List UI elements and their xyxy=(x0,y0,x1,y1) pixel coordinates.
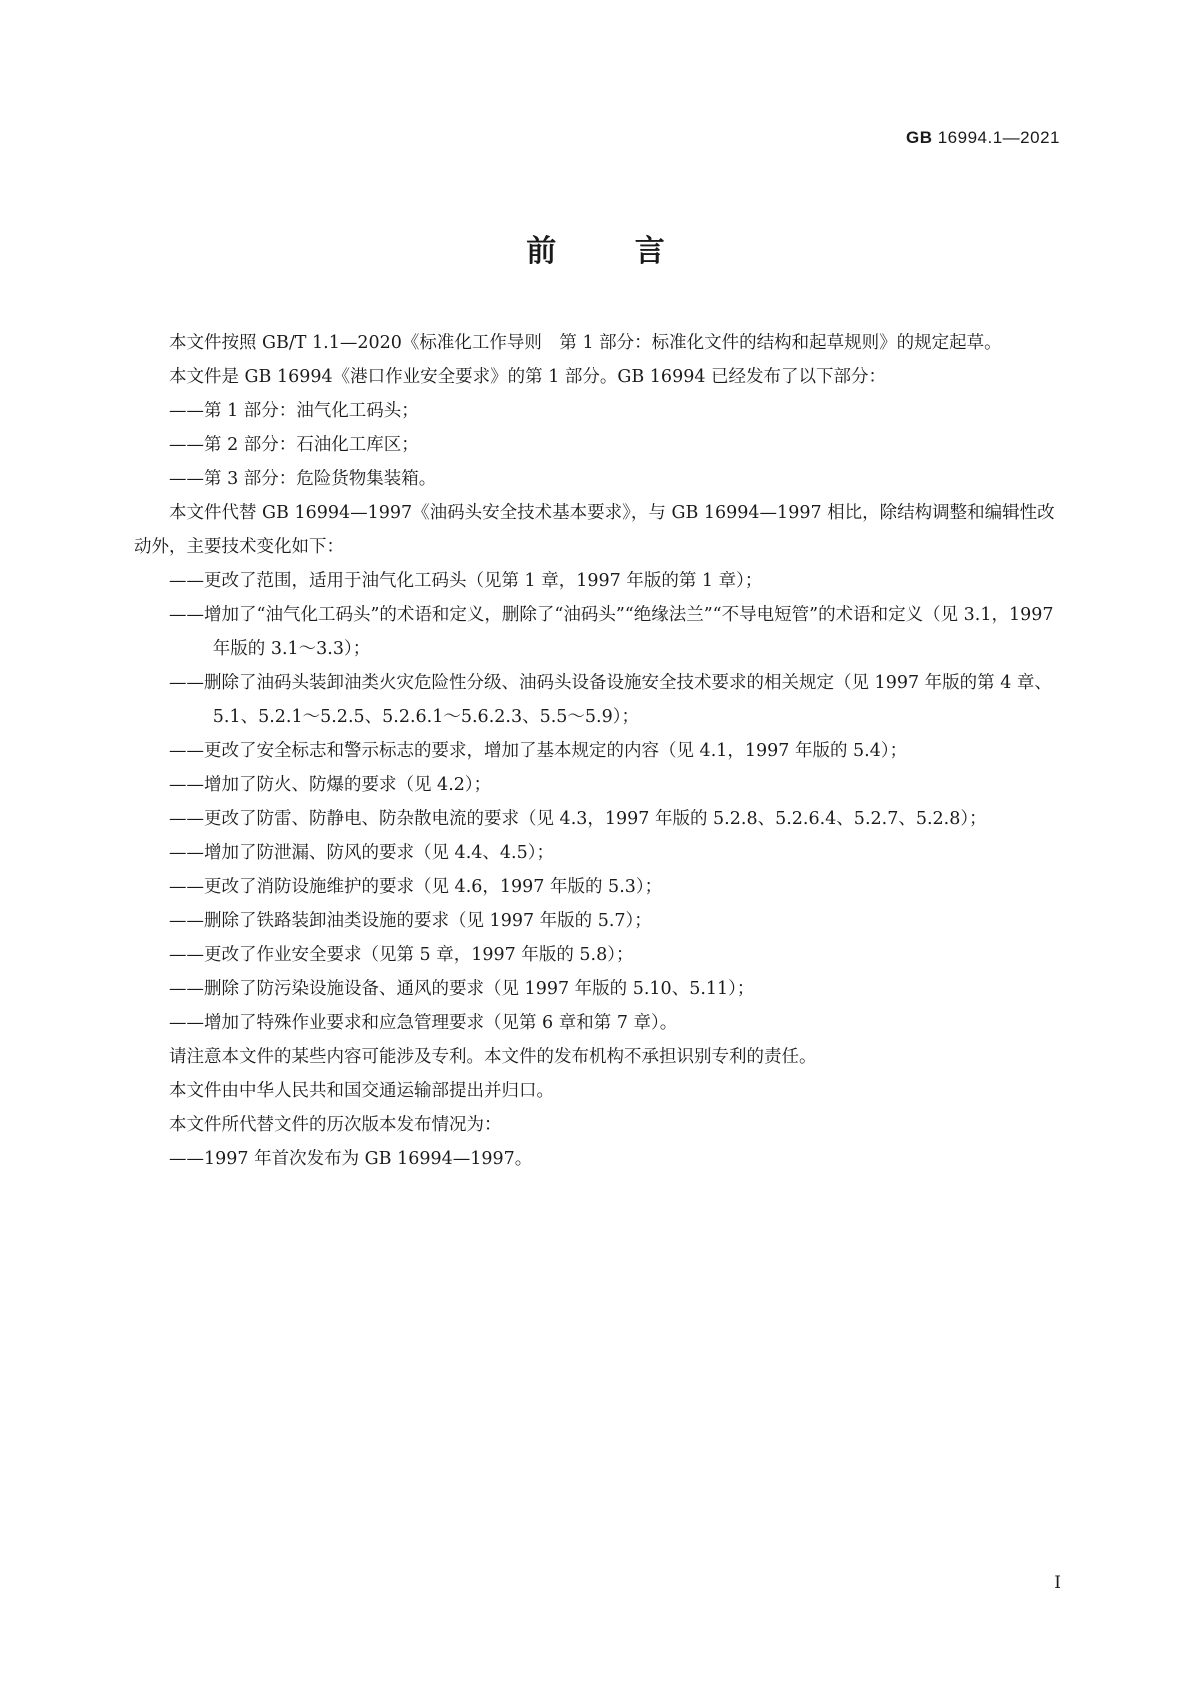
document-body xyxy=(134,326,1059,1176)
page-number: I xyxy=(1054,1573,1061,1593)
list-item: ——删除了铁路装卸油类设施的要求（见 1997 年版的 5.7）； xyxy=(169,911,652,931)
list-item: ——更改了消防设施维护的要求（见 4.6，1997 年版的 5.3）； xyxy=(169,877,663,897)
list-item: ——增加了“油气化工码头”的术语和定义，删除了“油码头”“绝缘法兰”“不导电短管”的术语和定义（见 3.1，1997 年版的 3.1～3.3）； xyxy=(169,605,1054,659)
list-item: ——第 3 部分：危险货物集装箱。 xyxy=(169,469,437,489)
list-item: ——更改了防雷、防静电、防杂散电流的要求（见 4.3，1997 年版的 5.2.8、5.2.6.4、5.2.7、5.2.8）； xyxy=(169,809,987,829)
paragraph: 本文件由中华人民共和国交通运输部提出并归口。 xyxy=(169,1081,554,1101)
list-item: ——增加了特殊作业要求和应急管理要求（见第 6 章和第 7 章）。 xyxy=(169,1013,678,1033)
list-item: ——删除了防污染设施设备、通风的要求（见 1997 年版的 5.10、5.11）； xyxy=(169,979,755,999)
paragraph: 本文件按照 GB/T 1.1—2020《标准化工作导则 第 1 部分：标准化文件的结构和起草规则》的规定起草。 xyxy=(169,333,1002,353)
standard-code-prefix: GB xyxy=(905,128,933,147)
paragraph: 请注意本文件的某些内容可能涉及专利。本文件的发布机构不承担识别专利的责任。 xyxy=(169,1047,817,1067)
page-title: 前 言 xyxy=(526,234,699,269)
paragraph: 本文件是 GB 16994《港口作业安全要求》的第 1 部分。GB 16994 已经发布了以下部分： xyxy=(169,367,887,387)
list-item: ——第 1 部分：油气化工码头； xyxy=(169,401,419,421)
standard-code-number: 16994.1—2021 xyxy=(937,128,1060,147)
standard-code xyxy=(906,128,1060,148)
list-item: ——更改了范围，适用于油气化工码头（见第 1 章，1997 年版的第 1 章）； xyxy=(169,571,763,591)
list-item: ——更改了作业安全要求（见第 5 章，1997 年版的 5.8）； xyxy=(169,945,634,965)
list-item: ——增加了防火、防爆的要求（见 4.2）； xyxy=(169,775,492,795)
list-item: ——删除了油码头装卸油类火灾危险性分级、油码头设备设施安全技术要求的相关规定（见 1997 年版的第 4 章、5.1、5.2.1～5.2.5、5.2.6.1～5.6.2.3、5.5～5.9）； xyxy=(169,673,1052,727)
list-item: ——第 2 部分：石油化工库区； xyxy=(169,435,419,455)
list-item: ——更改了安全标志和警示标志的要求，增加了基本规定的内容（见 4.1，1997 年版的 5.4）； xyxy=(169,741,908,761)
list-item: ——1997 年首次发布为 GB 16994—1997。 xyxy=(169,1149,533,1169)
paragraph: 本文件所代替文件的历次版本发布情况为： xyxy=(169,1115,502,1135)
list-item: ——增加了防泄漏、防风的要求（见 4.4、4.5）； xyxy=(169,843,554,863)
paragraph: 本文件代替 GB 16994—1997《油码头安全技术基本要求》，与 GB 16994—1997 相比，除结构调整和编辑性改动外，主要技术变化如下： xyxy=(134,503,1055,557)
